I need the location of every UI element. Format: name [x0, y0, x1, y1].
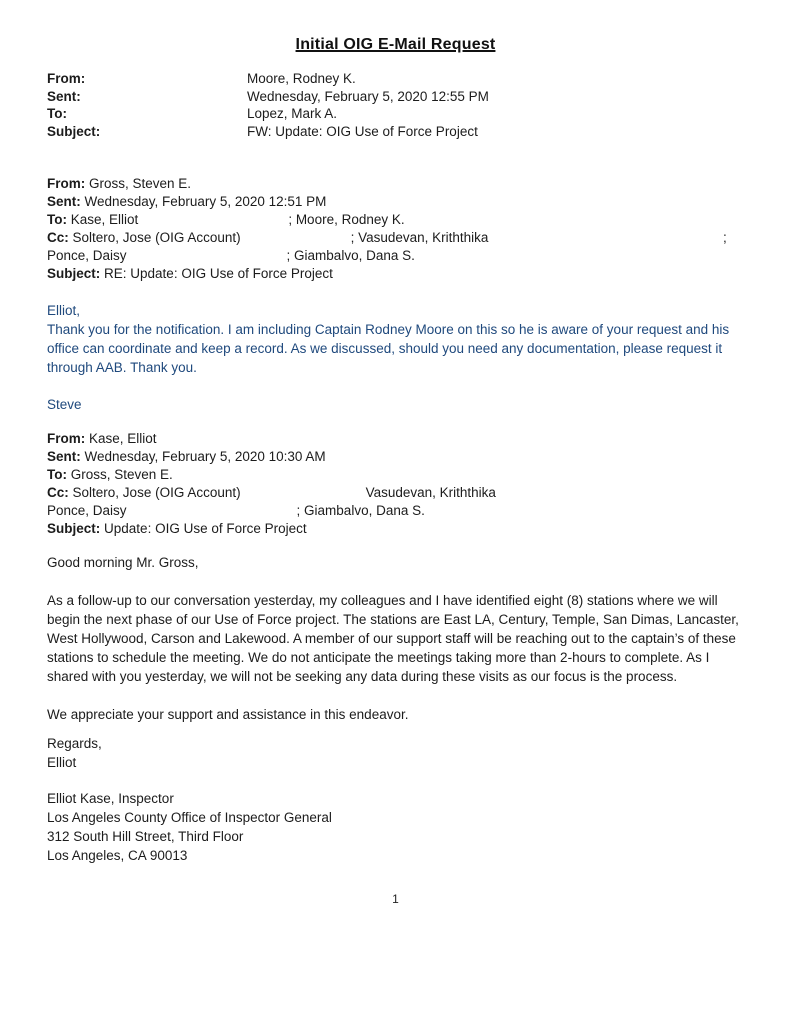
reply-cc-line-2 [47, 247, 747, 265]
original-from-line [47, 430, 747, 448]
cc-recipient: Soltero, Jose (OIG Account) [72, 485, 241, 500]
redacted-gap [127, 514, 297, 515]
to-label: To: [47, 212, 67, 227]
to-label: To: [47, 106, 67, 121]
cc-recipient: Soltero, Jose (OIG Account) [72, 230, 241, 245]
redacted-gap [241, 496, 366, 497]
document-title: Initial OIG E-Mail Request [295, 36, 496, 53]
reply-paragraph: Thank you for the notification. I am including Captain Rodney Moore on this so he is aware of your request and his office can coordinate and keep a record. As we discussed, should you need any documentation, please request it through AAB. Thank you. [47, 322, 730, 375]
subject-value: Update: OIG Use of Force Project [104, 521, 307, 536]
reply-email-body [47, 301, 747, 414]
closing: Regards, [47, 736, 102, 751]
original-sent-line [47, 448, 747, 466]
reply-cc-line [47, 229, 747, 247]
subject-label: Subject: [47, 266, 101, 281]
reply-from-line [47, 175, 747, 193]
page-number: 1 [392, 892, 399, 906]
from-label: From: [47, 431, 86, 446]
sent-value: Wednesday, February 5, 2020 12:51 PM [84, 194, 327, 209]
original-to-line [47, 466, 747, 484]
cc-trailing-semicolon: ; [723, 230, 727, 245]
to-recipient: Kase, Elliot [70, 212, 139, 227]
sent-label: Sent: [47, 88, 81, 104]
from-value: Kase, Elliot [89, 431, 157, 446]
sent-label: Sent: [47, 449, 81, 464]
forward-email-header [47, 70, 747, 140]
signature-org: Los Angeles County Office of Inspector General [47, 810, 332, 825]
sent-value: Wednesday, February 5, 2020 12:55 PM [247, 88, 489, 104]
reply-email-header [47, 175, 747, 283]
reply-subject-line [47, 265, 747, 283]
cc-label: Cc: [47, 485, 69, 500]
header-row-subject [47, 123, 747, 141]
cc-recipient: Vasudevan, Kriththika [365, 485, 496, 500]
from-label: From: [47, 71, 86, 86]
reply-salutation: Elliot, [47, 303, 81, 318]
body-paragraph-1: As a follow-up to our conversation yesterday, my colleagues and I have identified eight (8) stations where we will begin the next phase of our Use of Force project. The stations are East LA, Century, Temple, San Dimas, Lancaster, West Hollywood, Carson and Lakewood. A member of our support staff will be reaching out to the captain’s of these stations to schedule the meeting. We do not anticipate the meetings taking more than 2-hours to complete. As I shared with you yesterday, we will not be seeking any data during these visits as our focus is the process. [47, 593, 739, 684]
cc-recipient: Ponce, Daisy [47, 248, 127, 263]
reply-to-line [47, 211, 747, 229]
cc-recipient: ; Giambalvo, Dana S. [286, 248, 415, 263]
from-value: Moore, Rodney K. [247, 71, 356, 86]
closing-name: Elliot [47, 755, 77, 770]
reply-sent-line [47, 193, 747, 211]
to-recipient: ; Moore, Rodney K. [288, 212, 405, 227]
redacted-gap [138, 223, 288, 224]
reply-signoff: Steve [47, 397, 82, 412]
from-value: Gross, Steven E. [89, 176, 192, 191]
cc-recipient: ; Vasudevan, Kriththika [350, 230, 489, 245]
original-cc-line-2 [47, 502, 747, 520]
cc-label: Cc: [47, 230, 69, 245]
header-row-to [47, 105, 747, 123]
cc-recipient: Ponce, Daisy [47, 503, 127, 518]
original-email-body [47, 553, 747, 865]
signature-street: 312 South Hill Street, Third Floor [47, 829, 244, 844]
document-content [0, 70, 791, 865]
from-label: From: [47, 176, 86, 191]
to-value: Lopez, Mark A. [247, 106, 338, 121]
body-paragraph-2: We appreciate your support and assistance in this endeavor. [47, 707, 409, 722]
subject-value: FW: Update: OIG Use of Force Project [247, 123, 478, 139]
original-email-header [47, 430, 747, 538]
cc-recipient: ; Giambalvo, Dana S. [296, 503, 425, 518]
header-row-sent [47, 88, 747, 106]
header-row-from [47, 70, 747, 88]
signature-city: Los Angeles, CA 90013 [47, 848, 188, 863]
redacted-gap [127, 259, 287, 260]
sent-value: Wednesday, February 5, 2020 10:30 AM [84, 449, 326, 464]
to-label: To: [47, 467, 67, 482]
original-subject-line [47, 520, 747, 538]
sent-label: Sent: [47, 194, 81, 209]
subject-label: Subject: [47, 123, 101, 139]
to-recipient: Gross, Steven E. [70, 467, 173, 482]
signature-name-title: Elliot Kase, Inspector [47, 791, 174, 806]
redacted-gap [241, 241, 351, 242]
original-cc-line [47, 484, 747, 502]
greeting: Good morning Mr. Gross, [47, 555, 199, 570]
subject-value: RE: Update: OIG Use of Force Project [104, 266, 333, 281]
signature-block [47, 789, 747, 865]
subject-label: Subject: [47, 521, 101, 536]
